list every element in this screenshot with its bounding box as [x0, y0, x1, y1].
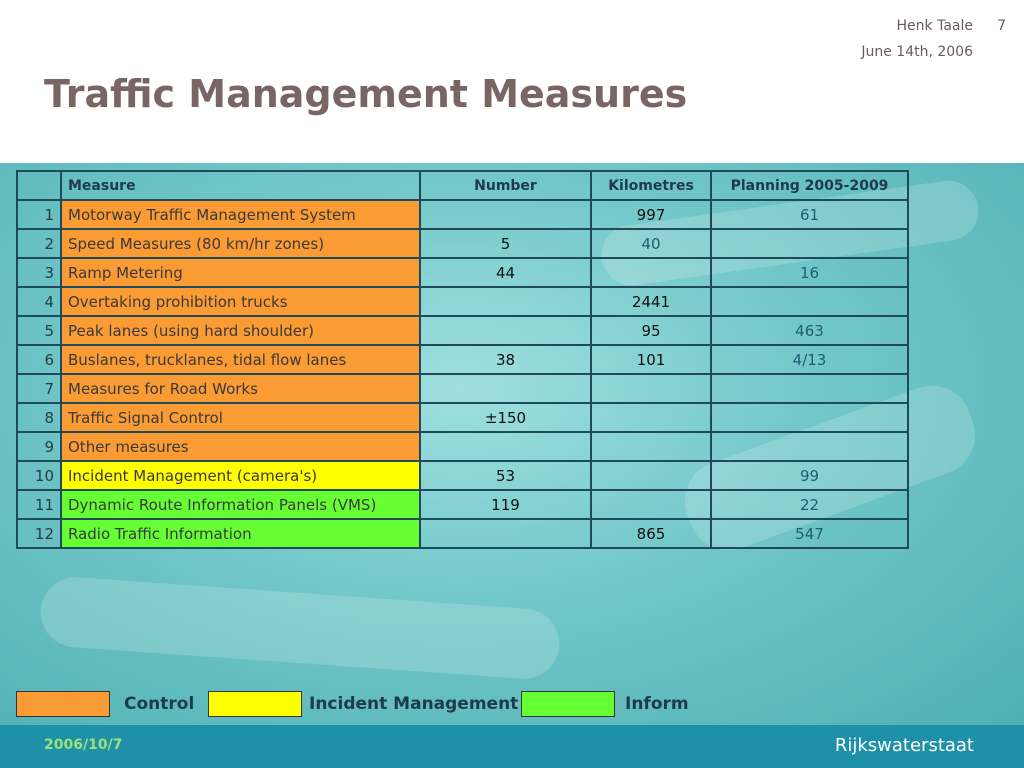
- kilometres-cell: [591, 490, 711, 519]
- table-row: [17, 432, 908, 461]
- kilometres-cell: [591, 403, 711, 432]
- table-row: [17, 258, 908, 287]
- table-row: [17, 229, 908, 258]
- slide-header: [0, 0, 1024, 163]
- row-index-cell: 8: [17, 403, 61, 432]
- number-cell: [420, 432, 591, 461]
- planning-cell: [711, 432, 908, 461]
- brand-logo-text: Rijkswaterstaat: [834, 735, 974, 756]
- kilometres-cell: [591, 258, 711, 287]
- row-index-cell: 7: [17, 374, 61, 403]
- measure-name-cell: Peak lanes (using hard shoulder): [61, 316, 420, 345]
- column-header-kilometres: Kilometres: [591, 171, 711, 200]
- legend-label-inform: Inform: [625, 694, 689, 714]
- planning-cell: 547: [711, 519, 908, 548]
- kilometres-cell: 40: [591, 229, 711, 258]
- number-cell: [420, 374, 591, 403]
- column-header-index: [17, 171, 61, 200]
- presentation-date: June 14th, 2006: [861, 44, 973, 60]
- measure-name-cell: Incident Management (camera's): [61, 461, 420, 490]
- table-row: [17, 374, 908, 403]
- measure-name-cell: Buslanes, trucklanes, tidal flow lanes: [61, 345, 420, 374]
- column-header-number: Number: [420, 171, 591, 200]
- column-header-measure: Measure: [61, 171, 420, 200]
- measure-name-cell: Other measures: [61, 432, 420, 461]
- table-row: [17, 287, 908, 316]
- measure-name-cell: Measures for Road Works: [61, 374, 420, 403]
- planning-cell: [711, 287, 908, 316]
- measures-table: [16, 170, 909, 549]
- table-row: [17, 490, 908, 519]
- number-cell: 119: [420, 490, 591, 519]
- author-name: Henk Taale: [896, 18, 973, 34]
- row-index-cell: 3: [17, 258, 61, 287]
- planning-cell: 22: [711, 490, 908, 519]
- measure-name-cell: Radio Traffic Information: [61, 519, 420, 548]
- row-index-cell: 1: [17, 200, 61, 229]
- table-row: [17, 316, 908, 345]
- table-row: [17, 461, 908, 490]
- measure-name-cell: Traffic Signal Control: [61, 403, 420, 432]
- row-index-cell: 10: [17, 461, 61, 490]
- column-header-planning: Planning 2005-2009: [711, 171, 908, 200]
- measure-name-cell: Dynamic Route Information Panels (VMS): [61, 490, 420, 519]
- number-cell: 53: [420, 461, 591, 490]
- table-header-row: [17, 171, 908, 200]
- kilometres-cell: [591, 432, 711, 461]
- kilometres-cell: 997: [591, 200, 711, 229]
- number-cell: ±150: [420, 403, 591, 432]
- measure-name-cell: Ramp Metering: [61, 258, 420, 287]
- row-index-cell: 12: [17, 519, 61, 548]
- kilometres-cell: [591, 461, 711, 490]
- footer-date: 2006/10/7: [44, 737, 123, 753]
- planning-cell: [711, 374, 908, 403]
- number-cell: 38: [420, 345, 591, 374]
- planning-cell: [711, 229, 908, 258]
- legend-swatch-control: [16, 691, 110, 717]
- slide-footer: [0, 725, 1024, 768]
- table-row: [17, 345, 908, 374]
- kilometres-cell: 2441: [591, 287, 711, 316]
- number-cell: 44: [420, 258, 591, 287]
- planning-cell: 99: [711, 461, 908, 490]
- planning-cell: 4/13: [711, 345, 908, 374]
- planning-cell: [711, 403, 908, 432]
- table-row: [17, 403, 908, 432]
- slide-title: Traffic Management Measures: [44, 72, 688, 116]
- number-cell: [420, 519, 591, 548]
- legend-swatch-incident: [208, 691, 302, 717]
- table-row: [17, 519, 908, 548]
- planning-cell: 16: [711, 258, 908, 287]
- planning-cell: 61: [711, 200, 908, 229]
- row-index-cell: 5: [17, 316, 61, 345]
- row-index-cell: 4: [17, 287, 61, 316]
- row-index-cell: 2: [17, 229, 61, 258]
- measure-name-cell: Overtaking prohibition trucks: [61, 287, 420, 316]
- legend-swatch-inform: [521, 691, 615, 717]
- measure-name-cell: Speed Measures (80 km/hr zones): [61, 229, 420, 258]
- kilometres-cell: 865: [591, 519, 711, 548]
- planning-cell: 463: [711, 316, 908, 345]
- number-cell: [420, 287, 591, 316]
- slide-number: 7: [997, 18, 1006, 34]
- legend-label-control: Control: [124, 694, 195, 714]
- number-cell: [420, 200, 591, 229]
- kilometres-cell: 95: [591, 316, 711, 345]
- number-cell: 5: [420, 229, 591, 258]
- table-row: [17, 200, 908, 229]
- row-index-cell: 11: [17, 490, 61, 519]
- measure-name-cell: Motorway Traffic Management System: [61, 200, 420, 229]
- kilometres-cell: [591, 374, 711, 403]
- kilometres-cell: 101: [591, 345, 711, 374]
- legend-label-incident: Incident Management: [309, 694, 519, 714]
- row-index-cell: 9: [17, 432, 61, 461]
- number-cell: [420, 316, 591, 345]
- row-index-cell: 6: [17, 345, 61, 374]
